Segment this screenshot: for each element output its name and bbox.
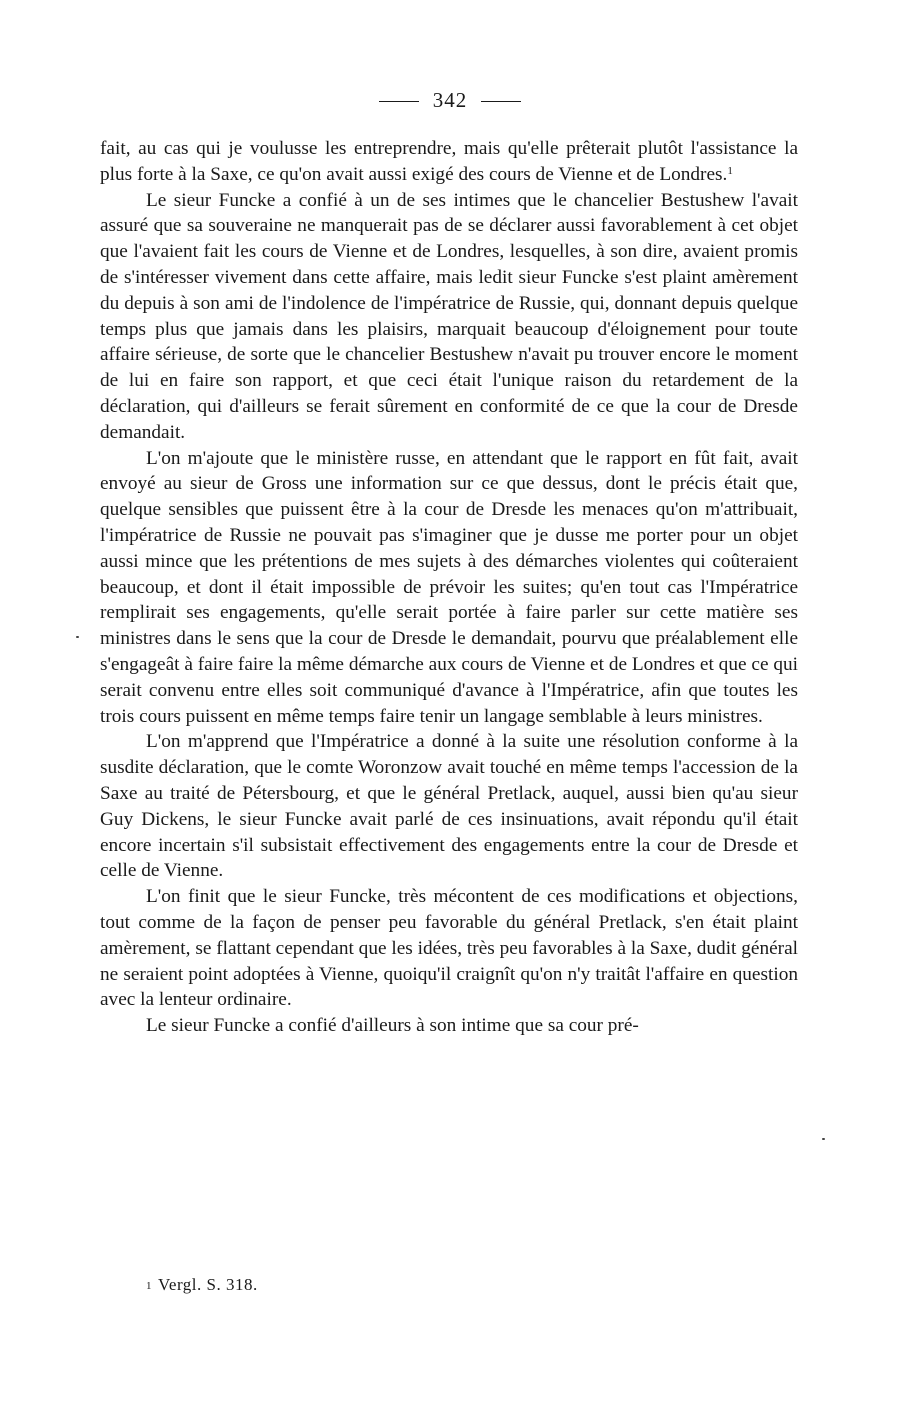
footnote-mark: 1 xyxy=(146,1280,152,1292)
paragraph-2: Le sieur Funcke a confié à un de ses intimes que le chancelier Bestushew l'avait assuré que sa souveraine ne manquerait pas de se déclarer aussi favorablement à cet objet que l'avaient fait les cours de Vienne et de Londres, lesquelles, à son dire, avaient promis de s'intéresser vivement dans cette affaire, mais ledit sieur Funcke s'est plaint amèrement du depuis à son ami de l'indolence de l'impératrice de Russie, qui, donnant depuis quelque temps plus que jamais dans les plaisirs, marquait beaucoup d'éloignement pour toute affaire sérieuse, de sorte que le chancelier Bestushew n'avait pu trouver encore le moment de lui en faire son rapport, et que ceci était l'unique raison du retardement de la déclaration, qui d'ailleurs se ferait sûrement en conformité de ce que la cour de Dresde demandait. xyxy=(100,189,798,443)
footnote-ref: 1 xyxy=(727,164,733,177)
footnote xyxy=(146,1275,258,1295)
paragraph-5: L'on finit que le sieur Funcke, très mécontent de ces modifications et objections, tout comme de la façon de penser peu favorable du général Pretlack, s'en était plaint amèrement, se flattant cependant que les idées, très peu favorables à la Saxe, dudit général ne seraient point adoptées à Vienne, quoiqu'il craignît qu'on n'y traitât l'affaire en question avec la lenteur ordinaire. xyxy=(100,886,798,1011)
paragraph-1-text: fait, au cas qui je voulusse les entreprendre, mais qu'elle prêterait plutôt l'assistance la plus forte à la Saxe, ce qu'on avait aussi exigé des cours de Vienne et de Londres. xyxy=(100,138,798,185)
paragraph-4: L'on m'apprend que l'Impératrice a donné à la suite une résolution conforme à la susdite déclaration, que le comte Woronzow avait touché en même temps l'accession de la Saxe au traité de Pétersbourg, et que le général Pretlack, auquel, aussi bien qu'au sieur Guy Dickens, le sieur Funcke avait parlé de ces insinuations, avait répondu qu'il était encore incertain s'il subsistait effectivement des engagements entre la cour de Dresde et celle de Vienne. xyxy=(100,731,798,882)
paper-speck xyxy=(76,636,79,638)
page-header xyxy=(0,88,900,113)
header-rule-left xyxy=(379,101,419,102)
paragraph-6: Le sieur Funcke a confié d'ailleurs à son intime que sa cour pré- xyxy=(146,1015,639,1037)
header-rule-right xyxy=(481,101,521,102)
footnote-text: Vergl. S. 318. xyxy=(158,1275,258,1294)
paper-speck xyxy=(822,1138,825,1140)
body-text xyxy=(100,136,798,1039)
paragraph-3: L'on m'ajoute que le ministère russe, en attendant que le rapport en fût fait, avait envoyé au sieur de Gross une information sur ce que dessus, dont le précis était que, quelque sensibles que puissent être à la cour de Dresde les menaces qu'on m'attribuait, l'impératrice de Russie ne pouvait pas s'imaginer que je dusse me porter pour un objet aussi mince que les prétentions de mes sujets à des démarches violentes qui coûteraient beaucoup, et dont il était impossible de prévoir les suites; qu'en tout cas l'Impératrice remplirait ses engagements, qu'elle serait portée à faire parler sur cette matière ses ministres dans le sens que la cour de Dresde le demandait, pourvu que préalablement elle s'engageât à faire faire la même démarche aux cours de Vienne et de Londres et que ce qui serait convenu entre elles soit communiqué d'avance à l'Impératrice, afin que toutes les trois cours puissent en même temps faire tenir un langage semblable à leurs ministres. xyxy=(100,447,798,727)
paragraph-1 xyxy=(100,136,798,188)
page-number: 342 xyxy=(432,88,468,112)
